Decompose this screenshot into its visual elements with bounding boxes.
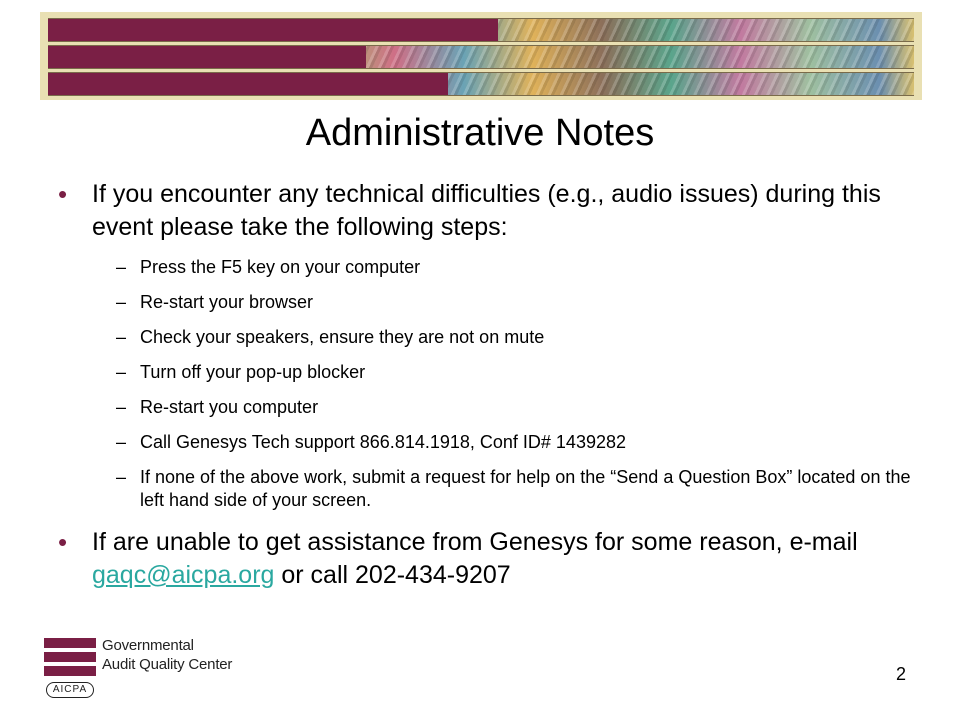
- step-text: Check your speakers, ensure they are not on mute: [140, 327, 545, 347]
- contact-text-before: If are unable to get assistance from Genesys for some reason, e-mail: [92, 528, 858, 556]
- dash-icon: –: [116, 467, 127, 487]
- logo-line-1: Governmental: [102, 637, 194, 654]
- logo-name: [102, 636, 232, 674]
- dash-icon: –: [116, 432, 127, 452]
- slide-title: Administrative Notes: [305, 112, 655, 154]
- bullet-item-contact: [58, 526, 918, 592]
- contact-text-after: or call 202-434-9207: [274, 561, 511, 589]
- slide-content: [58, 178, 918, 592]
- bullet-text: If you encounter any technical difficulties (e.g., audio issues) during this event please take the following steps:: [92, 180, 881, 241]
- step-text: Call Genesys Tech support 866.814.1918, Conf ID# 1439282: [140, 432, 626, 452]
- step-item: [92, 361, 918, 384]
- banner-stripe-1: [48, 18, 914, 42]
- step-text: Re-start your browser: [140, 292, 314, 312]
- dash-icon: –: [116, 257, 127, 277]
- step-text: Re-start you computer: [140, 397, 319, 417]
- banner-stripe-2: [48, 45, 914, 69]
- step-item: [92, 466, 918, 512]
- step-item: [92, 396, 918, 419]
- step-item: [92, 256, 918, 279]
- banner-stripe-3: [48, 72, 914, 96]
- dash-icon: –: [116, 397, 127, 417]
- dash-icon: –: [116, 327, 127, 347]
- dash-icon: –: [116, 362, 127, 382]
- logo-bar: [44, 666, 96, 676]
- logo-line-2: Audit Quality Center: [102, 656, 233, 673]
- steps-list: [92, 256, 918, 512]
- step-text: Press the F5 key on your computer: [140, 257, 421, 277]
- aicpa-badge: AICPA: [46, 682, 94, 698]
- bullet-list: [58, 178, 918, 592]
- page-number: 2: [896, 664, 907, 684]
- header-banner: [40, 12, 922, 100]
- bullet-icon: •: [58, 527, 68, 557]
- bullet-icon: •: [58, 179, 68, 209]
- step-text: If none of the above work, submit a request for help on the “Send a Question Box” located on the left hand side of your screen.: [140, 467, 911, 510]
- email-link[interactable]: gaqc@aicpa.org: [92, 561, 275, 589]
- bullet-item-troubleshooting: [58, 178, 918, 512]
- step-item: [92, 326, 918, 349]
- logo-bar: [44, 638, 96, 648]
- gaqc-logo: [44, 636, 244, 700]
- step-item: [92, 431, 918, 454]
- step-text: Turn off your pop-up blocker: [140, 362, 366, 382]
- step-item: [92, 291, 918, 314]
- dash-icon: –: [116, 292, 127, 312]
- logo-bar: [44, 652, 96, 662]
